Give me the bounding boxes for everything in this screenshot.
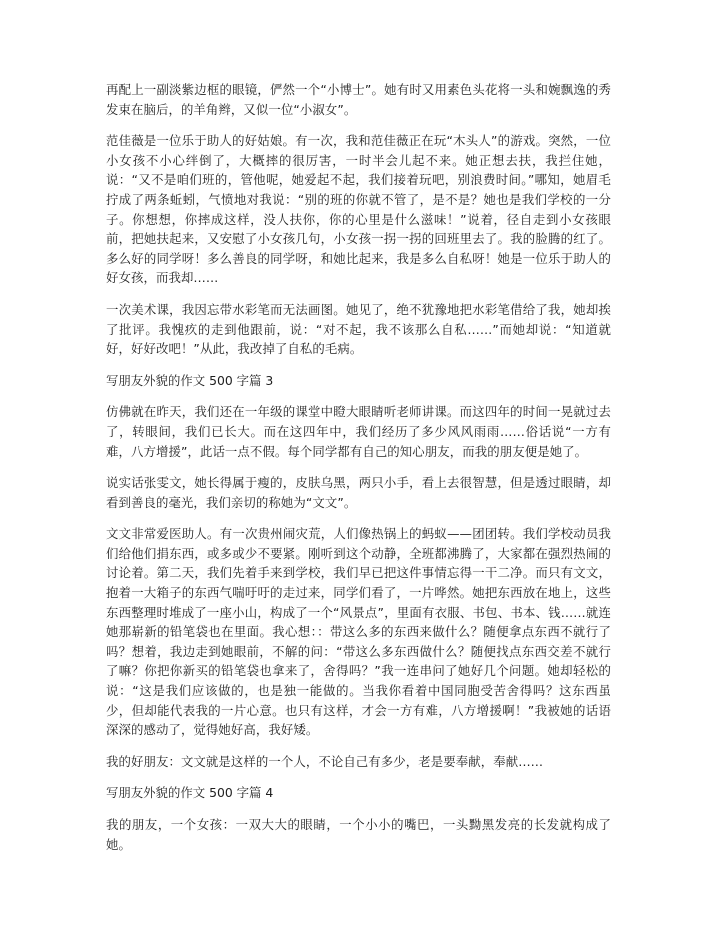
paragraph: 仿佛就在昨天，我们还在一年级的课堂中瞪大眼睛听老师讲课。而这四年的时间一晃就过去了，转眼间，我们已长大。而在这四年中，我们经历了多少风风雨雨……俗话说“一方有难，八方增援”，此话一点不假。每个同学都有自己的知心朋友，而我的朋友便是她了。 (106, 404, 611, 459)
paragraph: 我的朋友，一个女孩：一双大大的眼睛，一个小小的嘴巴，一头黝黑发亮的长发就构成了她。 (106, 817, 611, 852)
paragraph: 文文非常爱医助人。有一次贵州闹灾荒，人们像热锅上的蚂蚁——团团转。我们学校动员我们给他们捐东西，或多或少不要紧。刚听到这个动静，全班都沸腾了，大家都在强烈热闹的讨论着。第二天，我们先着手来到学校，我们早已把这件事情忘得一干二净。而只有文文，抱着一大箱子的东西气喘吁吁的走过来，同学们看了，一片哗然。她把东西放在地上，这些东西整理时堆成了一座小山，构成了一个“风景点”，里面有衣服、书包、书本、钱……就连她那崭新的铅笔袋也在里面。我心想：：带这么多的东西来做什么？随便拿点东西不就行了吗？想着，我边走到她眼前，不解的问：“带这么多东西做什么？随便找点东西交差不就行了嘛？你把你新买的铅笔袋也拿来了，舍得吗？”我一连串问了她好几个问题。她却轻松的说：“这是我们应该做的，也是独一能做的。当我你看着中国同胞受苦舍得吗？这东西虽少，但却能代表我的一片心意。也只有这样，才会一方有难，八方增援啊！”我被她的话语深深的感动了，觉得她好高，我好矮。 (106, 526, 611, 738)
section-heading: 写朋友外貌的作文 500 字篇 4 (106, 785, 274, 801)
paragraph: 说实话张雯文，她长得属于瘦的，皮肤乌黑，两只小手，看上去很智慧，但是透过眼睛，却看到善良的毫光，我们亲切的称她为“文文”。 (106, 475, 611, 510)
paragraph: 我的好朋友：文文就是这样的一个人，不论自己有多少，老是要奉献，奉献…… (106, 753, 544, 769)
section-heading: 写朋友外貌的作文 500 字篇 3 (106, 372, 274, 388)
document-body (106, 80, 611, 866)
paragraph: 再配上一副淡紫边框的眼镜，俨然一个“小博士”。她有时又用素色头花将一头和婉飘逸的秀发束在脑后，的羊角辫，又似一位“小淑女”。 (106, 82, 611, 117)
paragraph: 一次美术课，我因忘带水彩笔而无法画图。她见了，绝不犹豫地把水彩笔借给了我，她却挨了批评。我愧疚的走到他跟前，说：“对不起，我不该那么自私……”而她却说：“知道就好，好好改吧！”从此，我改掉了自私的毛病。 (106, 301, 611, 357)
paragraph: 范佳薇是一位乐于助人的好姑娘。有一次，我和范佳薇正在玩“木头人”的游戏。突然，一位小女孩不小心绊倒了，大概摔的很厉害，一时半会儿起不来。她正想去扶，我拦住她，说：“又不是咱们班的，管他呢，她爱起不起，我们接着玩吧，别浪费时间。”哪知，她眉毛拧成了两条蚯蚓，气愤地对我说：“别的班的你就不管了，是不是？她也是我们学校的一分子。你想想，你摔成这样，没人扶你，你的心里是什么滋味！”说着，径自走到小女孩眼前，把她扶起来，又安慰了小女孩几句，小女孩一拐一拐的回班里去了。我的脸腾的红了。多么好的同学呀！多么善良的同学呀，和她比起来，我是多么自私呀！她是一位乐于助人的好女孩，而我却…… (106, 133, 611, 286)
